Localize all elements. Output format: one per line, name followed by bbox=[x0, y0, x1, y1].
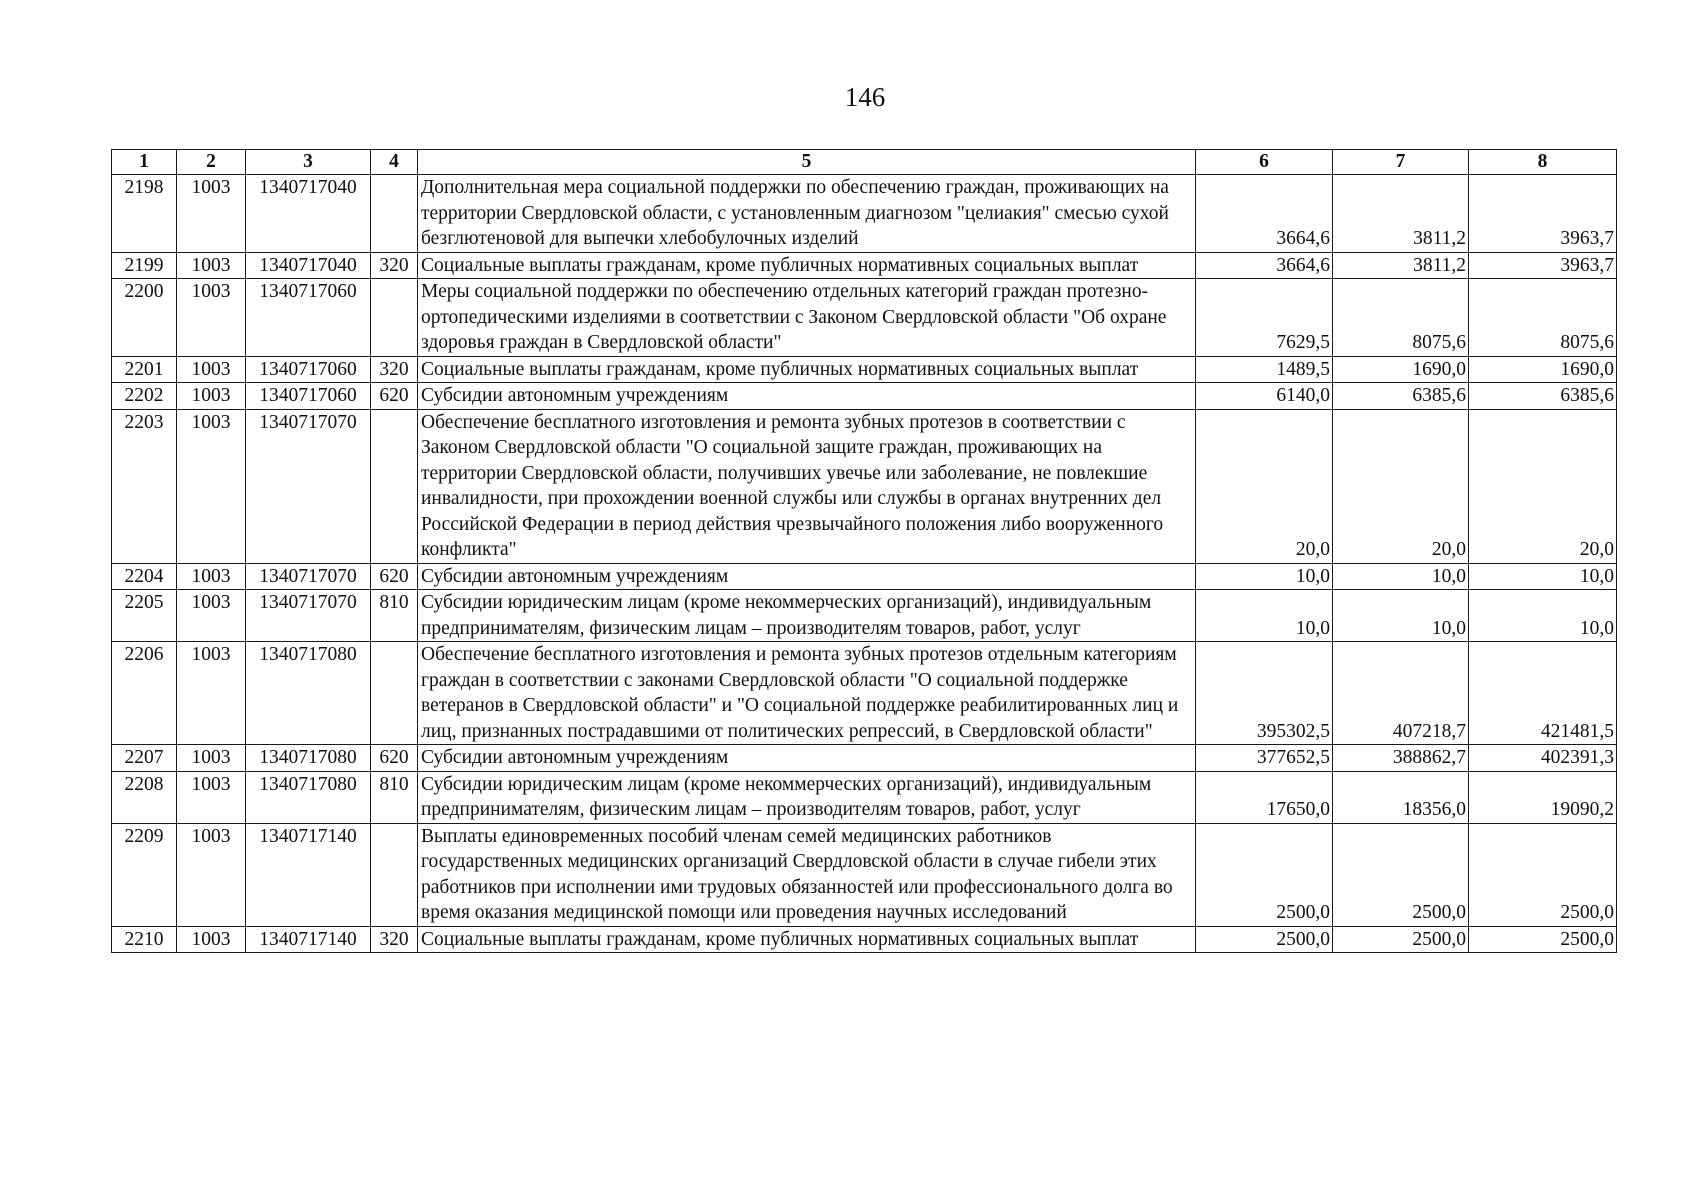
table-row bbox=[112, 590, 1617, 642]
column-header: 8 bbox=[1469, 150, 1617, 175]
budget-table bbox=[111, 149, 1617, 953]
expense-type-cell: 620 bbox=[371, 745, 418, 772]
section-code-cell: 1003 bbox=[177, 563, 246, 590]
amount-col7-cell: 18356,0 bbox=[1333, 771, 1469, 823]
expense-type-cell: 320 bbox=[371, 926, 418, 953]
item-name-cell: Выплаты единовременных пособий членам семей медицинских работников государственных медицинских организаций Свердловской области в случае гибели этих работников при исполнении ими трудовых обязанностей или профессионального долга во время оказания медицинской помощи или проведения научных исследований bbox=[418, 823, 1196, 926]
amount-col6-cell: 2500,0 bbox=[1196, 926, 1333, 953]
amount-col7-cell: 2500,0 bbox=[1333, 823, 1469, 926]
amount-col6-cell: 10,0 bbox=[1196, 590, 1333, 642]
row-number-cell: 2200 bbox=[112, 279, 177, 357]
table-row bbox=[112, 252, 1617, 279]
amount-col8-cell: 2500,0 bbox=[1469, 926, 1617, 953]
table-row bbox=[112, 409, 1617, 563]
amount-col6-cell: 377652,5 bbox=[1196, 745, 1333, 772]
amount-col7-cell: 388862,7 bbox=[1333, 745, 1469, 772]
expense-type-cell: 620 bbox=[371, 383, 418, 410]
item-name-cell: Социальные выплаты гражданам, кроме публичных нормативных социальных выплат bbox=[418, 356, 1196, 383]
amount-col6-cell: 395302,5 bbox=[1196, 642, 1333, 745]
table-row bbox=[112, 279, 1617, 357]
target-article-cell: 1340717080 bbox=[246, 771, 371, 823]
expense-type-cell: 620 bbox=[371, 563, 418, 590]
amount-col7-cell: 3811,2 bbox=[1333, 252, 1469, 279]
table-row bbox=[112, 383, 1617, 410]
table-row bbox=[112, 175, 1617, 253]
amount-col8-cell: 421481,5 bbox=[1469, 642, 1617, 745]
amount-col6-cell: 3664,6 bbox=[1196, 252, 1333, 279]
expense-type-cell: 810 bbox=[371, 590, 418, 642]
target-article-cell: 1340717060 bbox=[246, 383, 371, 410]
amount-col8-cell: 20,0 bbox=[1469, 409, 1617, 563]
expense-type-cell bbox=[371, 279, 418, 357]
header-row bbox=[112, 150, 1617, 175]
row-number-cell: 2204 bbox=[112, 563, 177, 590]
target-article-cell: 1340717070 bbox=[246, 563, 371, 590]
section-code-cell: 1003 bbox=[177, 590, 246, 642]
amount-col8-cell: 3963,7 bbox=[1469, 252, 1617, 279]
amount-col7-cell: 6385,6 bbox=[1333, 383, 1469, 410]
item-name-cell: Социальные выплаты гражданам, кроме публичных нормативных социальных выплат bbox=[418, 926, 1196, 953]
amount-col8-cell: 1690,0 bbox=[1469, 356, 1617, 383]
amount-col7-cell: 1690,0 bbox=[1333, 356, 1469, 383]
target-article-cell: 1340717080 bbox=[246, 642, 371, 745]
row-number-cell: 2206 bbox=[112, 642, 177, 745]
expense-type-cell: 320 bbox=[371, 356, 418, 383]
row-number-cell: 2210 bbox=[112, 926, 177, 953]
column-header: 2 bbox=[177, 150, 246, 175]
table-row bbox=[112, 823, 1617, 926]
column-header: 4 bbox=[371, 150, 418, 175]
amount-col7-cell: 20,0 bbox=[1333, 409, 1469, 563]
amount-col7-cell: 10,0 bbox=[1333, 563, 1469, 590]
amount-col7-cell: 10,0 bbox=[1333, 590, 1469, 642]
expense-type-cell bbox=[371, 409, 418, 563]
amount-col6-cell: 17650,0 bbox=[1196, 771, 1333, 823]
section-code-cell: 1003 bbox=[177, 823, 246, 926]
row-number-cell: 2207 bbox=[112, 745, 177, 772]
amount-col7-cell: 3811,2 bbox=[1333, 175, 1469, 253]
table-row bbox=[112, 642, 1617, 745]
amount-col6-cell: 3664,6 bbox=[1196, 175, 1333, 253]
amount-col6-cell: 20,0 bbox=[1196, 409, 1333, 563]
section-code-cell: 1003 bbox=[177, 383, 246, 410]
amount-col7-cell: 8075,6 bbox=[1333, 279, 1469, 357]
page-number: 146 bbox=[844, 82, 886, 112]
row-number-cell: 2208 bbox=[112, 771, 177, 823]
amount-col8-cell: 402391,3 bbox=[1469, 745, 1617, 772]
row-number-cell: 2209 bbox=[112, 823, 177, 926]
amount-col8-cell: 8075,6 bbox=[1469, 279, 1617, 357]
row-number-cell: 2201 bbox=[112, 356, 177, 383]
target-article-cell: 1340717060 bbox=[246, 279, 371, 357]
item-name-cell: Меры социальной поддержки по обеспечению отдельных категорий граждан протезно-ортопедическими изделиями в соответствии с Законом Свердловской области "Об охране здоровья граждан в Свердловской области" bbox=[418, 279, 1196, 357]
amount-col8-cell: 10,0 bbox=[1469, 590, 1617, 642]
amount-col8-cell: 2500,0 bbox=[1469, 823, 1617, 926]
table-row bbox=[112, 926, 1617, 953]
target-article-cell: 1340717140 bbox=[246, 926, 371, 953]
item-name-cell: Социальные выплаты гражданам, кроме публичных нормативных социальных выплат bbox=[418, 252, 1196, 279]
amount-col8-cell: 6385,6 bbox=[1469, 383, 1617, 410]
section-code-cell: 1003 bbox=[177, 642, 246, 745]
amount-col6-cell: 2500,0 bbox=[1196, 823, 1333, 926]
expense-type-cell bbox=[371, 175, 418, 253]
expense-type-cell: 320 bbox=[371, 252, 418, 279]
amount-col7-cell: 2500,0 bbox=[1333, 926, 1469, 953]
amount-col8-cell: 19090,2 bbox=[1469, 771, 1617, 823]
section-code-cell: 1003 bbox=[177, 252, 246, 279]
amount-col7-cell: 407218,7 bbox=[1333, 642, 1469, 745]
target-article-cell: 1340717040 bbox=[246, 252, 371, 279]
row-number-cell: 2199 bbox=[112, 252, 177, 279]
section-code-cell: 1003 bbox=[177, 409, 246, 563]
item-name-cell: Обеспечение бесплатного изготовления и ремонта зубных протезов отдельным категориям граждан в соответствии с законами Свердловской области "О социальной поддержке ветеранов в Свердловской области" и "О социальной поддержке реабилитированных лиц и лиц, признанных пострадавшими от политических репрессий, в Свердловской области" bbox=[418, 642, 1196, 745]
row-number-cell: 2198 bbox=[112, 175, 177, 253]
column-header: 3 bbox=[246, 150, 371, 175]
amount-col8-cell: 3963,7 bbox=[1469, 175, 1617, 253]
item-name-cell: Дополнительная мера социальной поддержки по обеспечению граждан, проживающих на территории Свердловской области, с установленным диагнозом "целиакия" смесью сухой безглютеновой для выпечки хлебобулочных изделий bbox=[418, 175, 1196, 253]
amount-col6-cell: 6140,0 bbox=[1196, 383, 1333, 410]
expense-type-cell bbox=[371, 642, 418, 745]
table-row bbox=[112, 356, 1617, 383]
column-header: 6 bbox=[1196, 150, 1333, 175]
table-row bbox=[112, 563, 1617, 590]
section-code-cell: 1003 bbox=[177, 279, 246, 357]
column-header: 7 bbox=[1333, 150, 1469, 175]
section-code-cell: 1003 bbox=[177, 175, 246, 253]
section-code-cell: 1003 bbox=[177, 771, 246, 823]
target-article-cell: 1340717070 bbox=[246, 590, 371, 642]
target-article-cell: 1340717040 bbox=[246, 175, 371, 253]
expense-type-cell: 810 bbox=[371, 771, 418, 823]
section-code-cell: 1003 bbox=[177, 745, 246, 772]
target-article-cell: 1340717140 bbox=[246, 823, 371, 926]
section-code-cell: 1003 bbox=[177, 926, 246, 953]
section-code-cell: 1003 bbox=[177, 356, 246, 383]
item-name-cell: Субсидии юридическим лицам (кроме некоммерческих организаций), индивидуальным предпринимателям, физическим лицам – производителям товаров, работ, услуг bbox=[418, 590, 1196, 642]
target-article-cell: 1340717080 bbox=[246, 745, 371, 772]
item-name-cell: Субсидии автономным учреждениям bbox=[418, 563, 1196, 590]
row-number-cell: 2203 bbox=[112, 409, 177, 563]
amount-col8-cell: 10,0 bbox=[1469, 563, 1617, 590]
amount-col6-cell: 7629,5 bbox=[1196, 279, 1333, 357]
row-number-cell: 2202 bbox=[112, 383, 177, 410]
table-row bbox=[112, 771, 1617, 823]
target-article-cell: 1340717060 bbox=[246, 356, 371, 383]
expense-type-cell bbox=[371, 823, 418, 926]
item-name-cell: Субсидии юридическим лицам (кроме некоммерческих организаций), индивидуальным предпринимателям, физическим лицам – производителям товаров, работ, услуг bbox=[418, 771, 1196, 823]
table-row bbox=[112, 745, 1617, 772]
item-name-cell: Субсидии автономным учреждениям bbox=[418, 383, 1196, 410]
amount-col6-cell: 10,0 bbox=[1196, 563, 1333, 590]
item-name-cell: Субсидии автономным учреждениям bbox=[418, 745, 1196, 772]
target-article-cell: 1340717070 bbox=[246, 409, 371, 563]
item-name-cell: Обеспечение бесплатного изготовления и ремонта зубных протезов в соответствии с Законом Свердловской области "О социальной защите граждан, проживающих на территории Свердловской области, получивших увечье или заболевание, не повлекшие инвалидности, при прохождении военной службы или службы в органах внутренних дел Российской Федерации в период действия чрезвычайного положения либо вооруженного конфликта" bbox=[418, 409, 1196, 563]
row-number-cell: 2205 bbox=[112, 590, 177, 642]
amount-col6-cell: 1489,5 bbox=[1196, 356, 1333, 383]
column-header: 1 bbox=[112, 150, 177, 175]
column-header: 5 bbox=[418, 150, 1196, 175]
